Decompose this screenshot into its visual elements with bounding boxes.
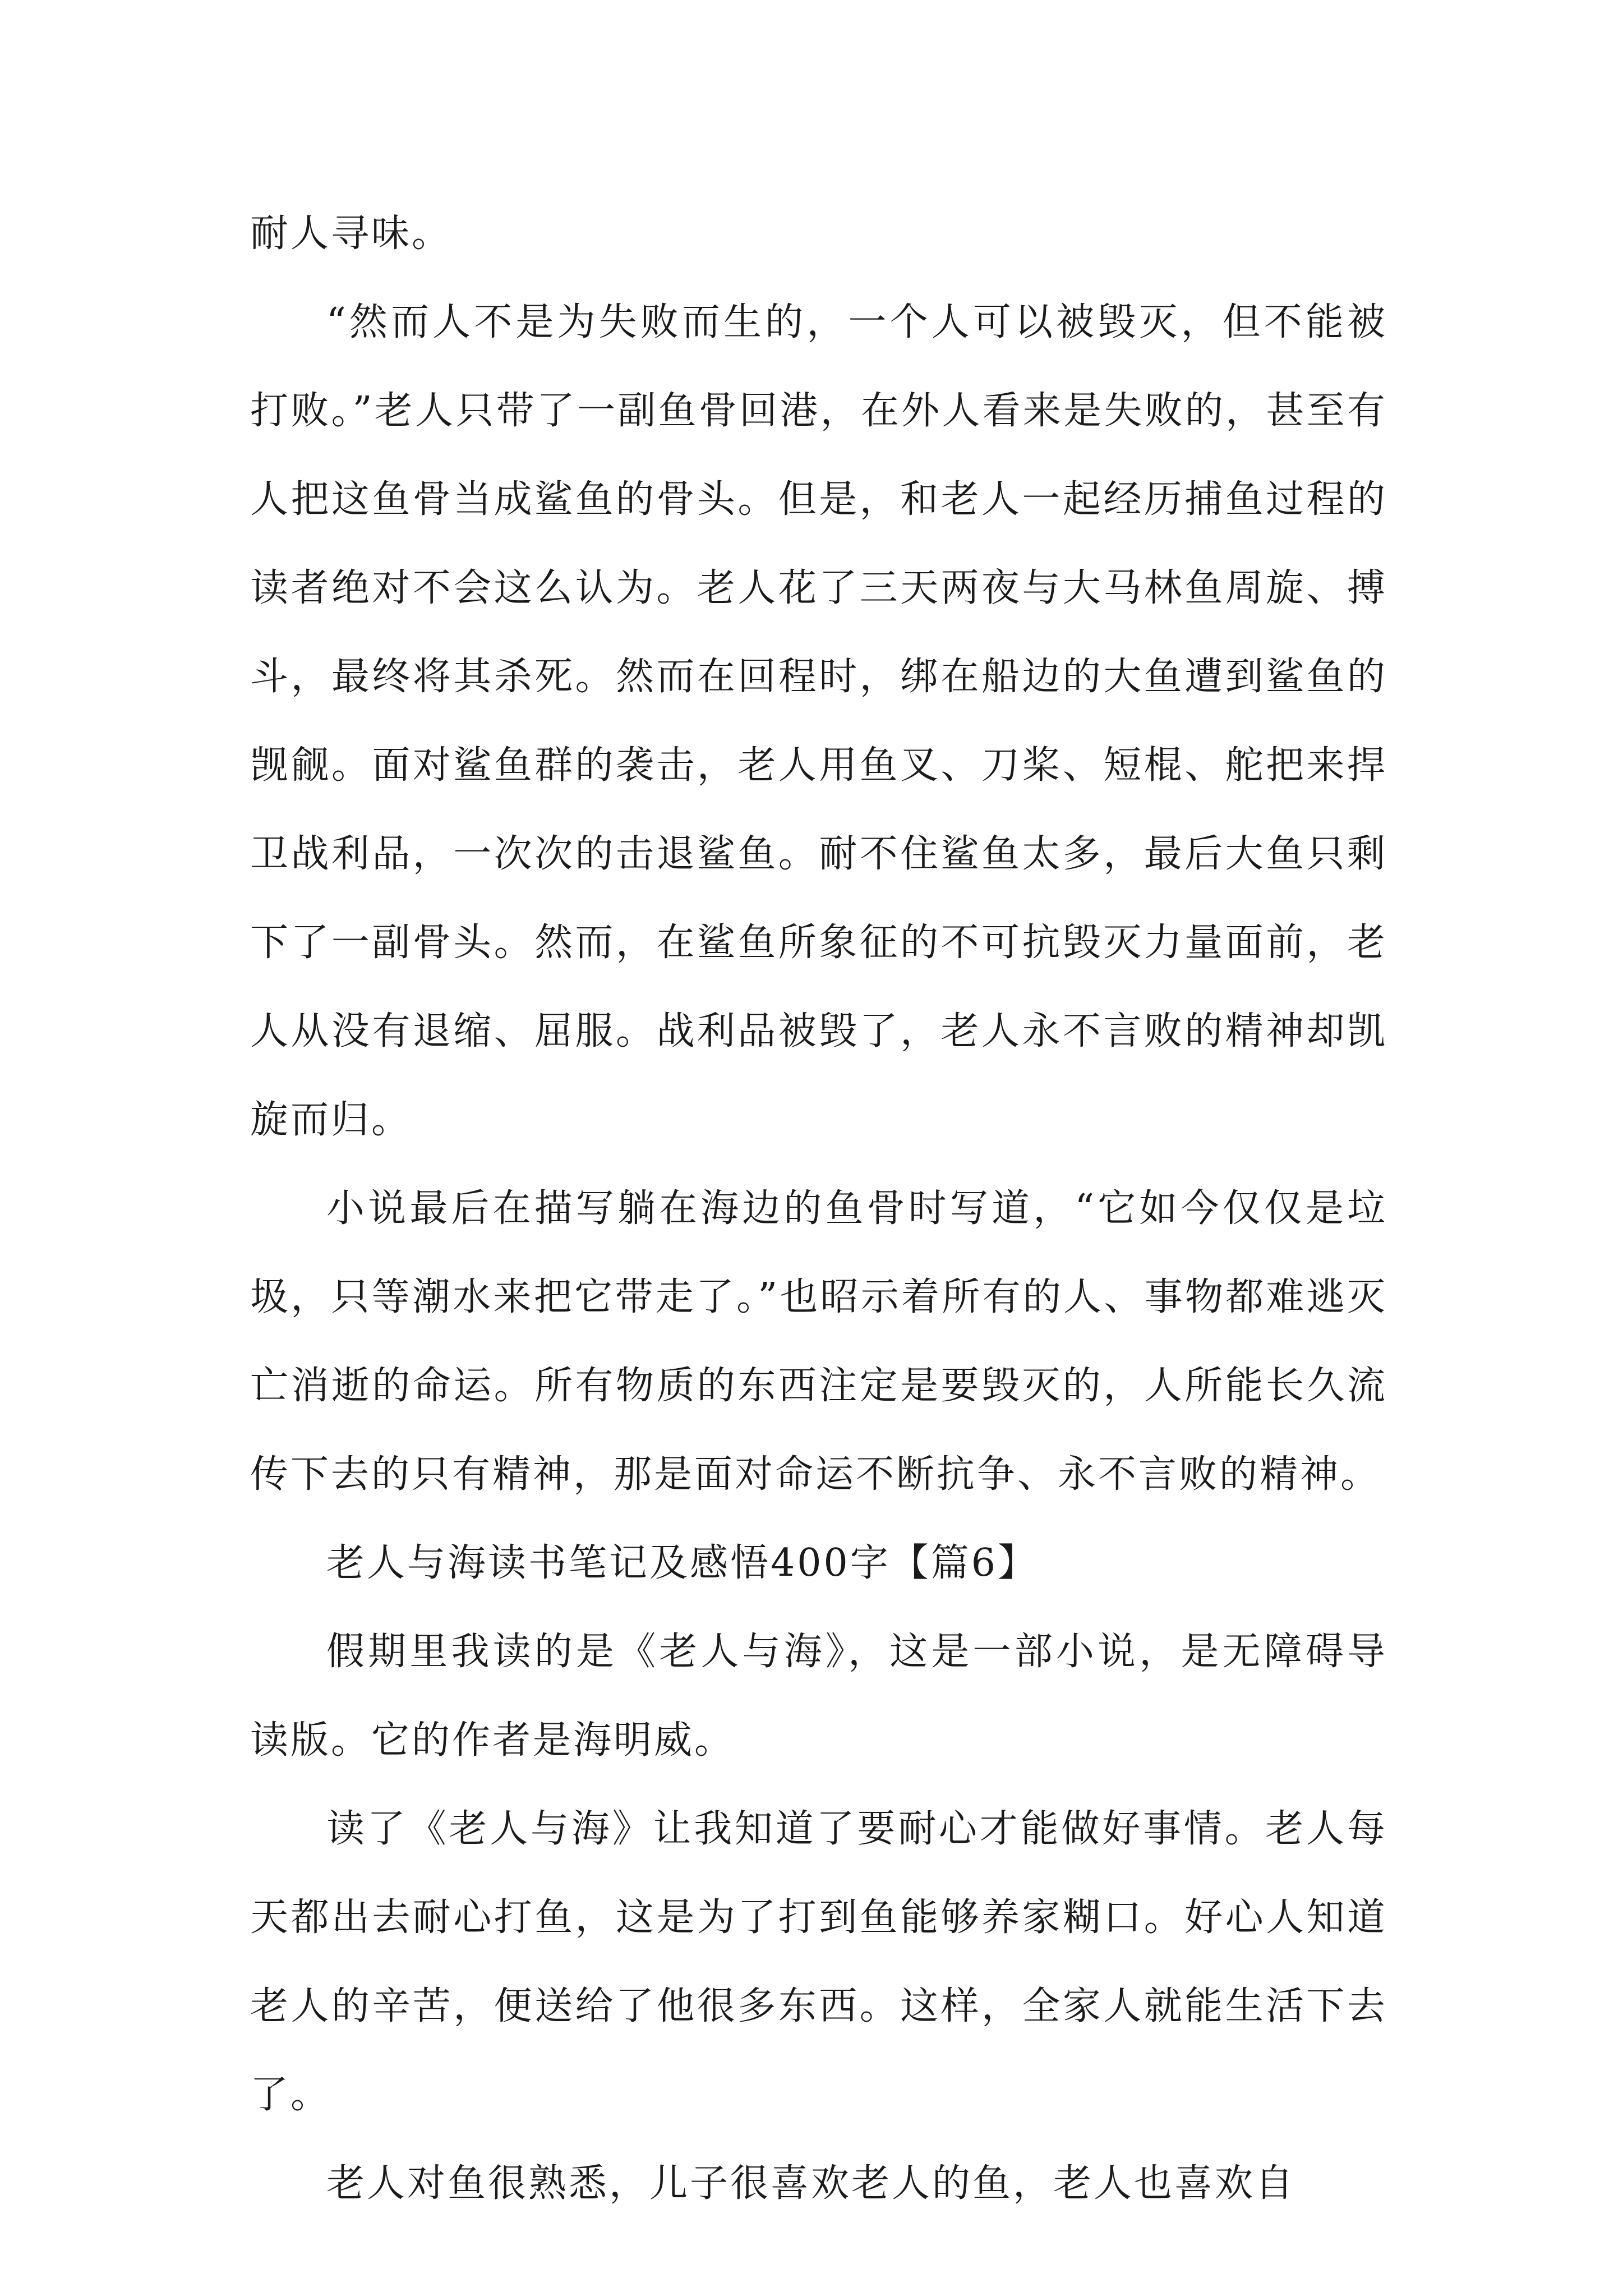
section-heading: 老人与海读书笔记及感悟400字【篇6】 <box>326 1541 1039 1585</box>
paragraph: 假期里我读的是《老人与海》，这是一部小说，是无障碍导读版。它的作者是海明威。 <box>250 1630 1387 1763</box>
paragraph: 小说最后在描写躺在海边的鱼骨时写道，“它如今仅仅是垃圾，只等潮水来把它带走了。”也昭示着所有的人、事物都难逃灭亡消逝的命运。所有物质的东西注定是要毁灭的，人所能长久流传下去的只有精神，那是面对命运不断抗争、永不言败的精神。 <box>250 1186 1387 1497</box>
paragraph: 读了《老人与海》让我知道了要耐心才能做好事情。老人每天都出去耐心打鱼，这是为了打到鱼能够养家糊口。好心人知道老人的辛苦，便送给了他很多东西。这样，全家人就能生活下去了。 <box>250 1807 1387 2117</box>
paragraph-continuation: 耐人寻味。 <box>250 211 453 256</box>
paragraph: 老人对鱼很熟悉，儿子很喜欢老人的鱼，老人也喜欢自 <box>326 2161 1296 2206</box>
document-body <box>250 190 1387 2228</box>
paragraph: “然而人不是为失败而生的，一个人可以被毁灭，但不能被打败。”老人只带了一副鱼骨回港，在外人看来是失败的，甚至有人把这鱼骨当成鲨鱼的骨头。但是，和老人一起经历捕鱼过程的读者绝对不会这么认为。老人花了三天两夜与大马林鱼周旋、搏斗，最终将其杀死。然而在回程时，绑在船边的大鱼遭到鲨鱼的觊觎。面对鲨鱼群的袭击，老人用鱼叉、刀桨、短棍、舵把来捍卫战利品，一次次的击退鲨鱼。耐不住鲨鱼太多，最后大鱼只剩下了一副骨头。然而，在鲨鱼所象征的不可抗毁灭力量面前，老人从没有退缩、屈服。战利品被毁了，老人永不言败的精神却凯旋而归。 <box>250 300 1387 1142</box>
